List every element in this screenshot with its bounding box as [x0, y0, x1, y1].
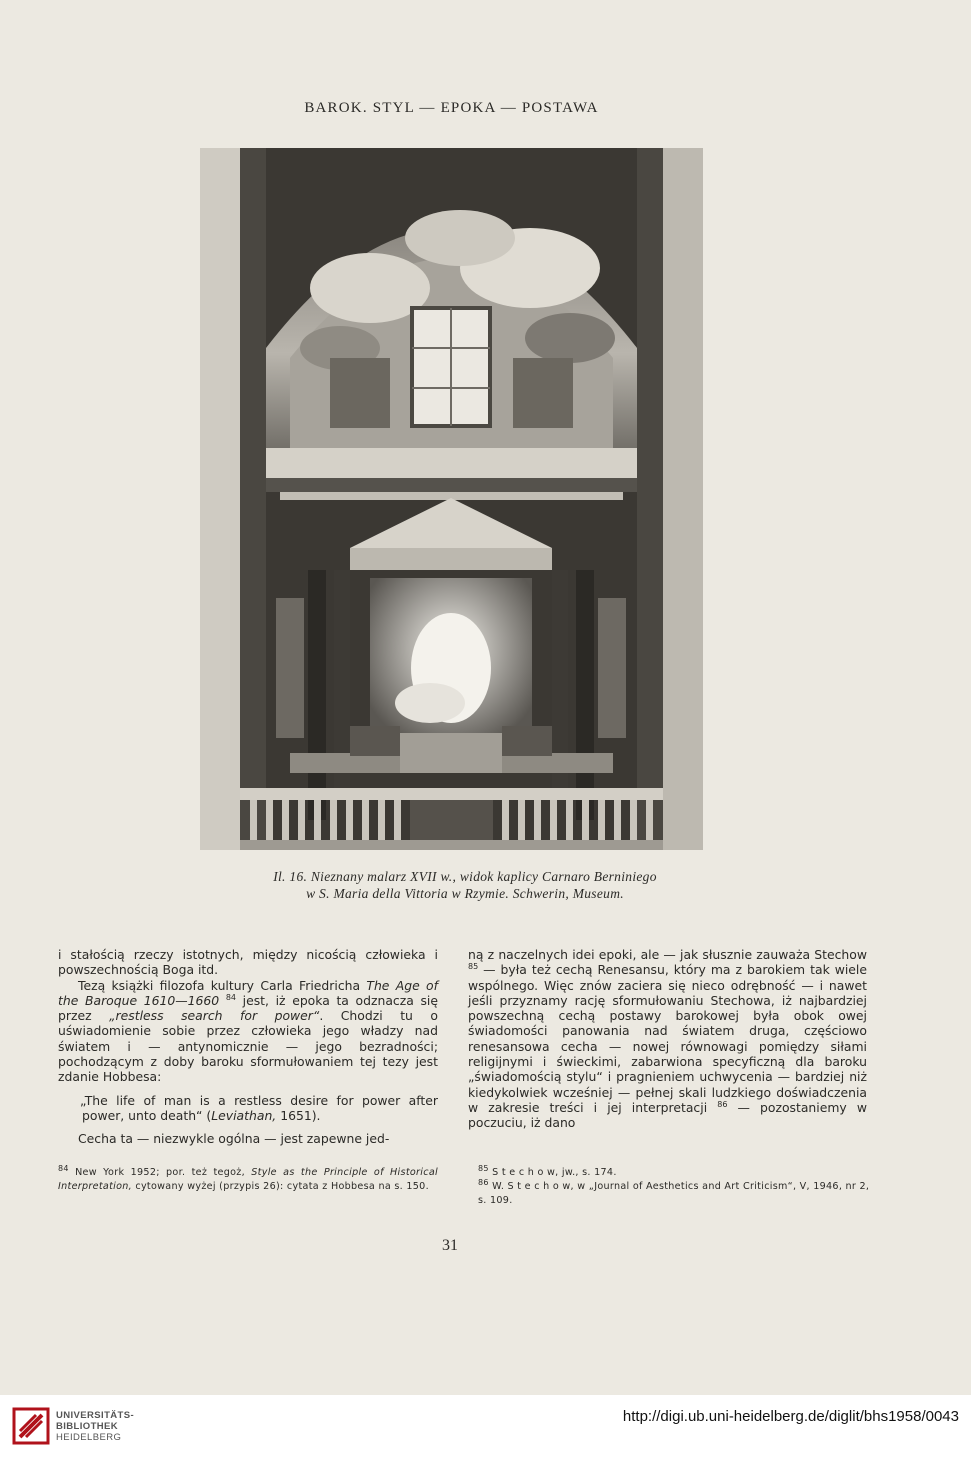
quote-source: Leviathan, [211, 1107, 277, 1123]
right-text-column [468, 947, 867, 1131]
footnote-85 [478, 1163, 870, 1180]
caption-line-1: Il. 16. Nieznany malarz XVII w., widok kaplicy Carnaro Berniniego [273, 869, 657, 884]
p4-text-a: ną z naczelnych idei epoki, ale — jak słusznie zauważa Stechow [468, 947, 867, 962]
fn86-text: W. S t e c h o w, w „Journal of Aesthetics and Art Criticism“, V, 1946, nr 2, s. 109. [478, 1181, 870, 1206]
fn85-text: S t e c h o w, jw., s. 174. [488, 1167, 617, 1178]
footnote-number-84: 84 [58, 1163, 69, 1173]
library-name [56, 1410, 134, 1443]
quote-text: „The life of man is a restless desire for power after power, unto death“ ( [80, 1092, 438, 1123]
footnote-number-85: 85 [478, 1163, 489, 1173]
p4-text-c: — pozostaniemy w poczuciu, iż dano [468, 1099, 867, 1131]
library-name-line-1: UNIVERSITÄTS- [56, 1410, 135, 1421]
p4-text-b: — była też cechą Renesansu, który ma z barokiem tak wiele wspólnego. Więc znów zaciera się nieco odrębność — i nawet jeśli przyznamy rację sformułowaniu Stechowa, iż najbardziej powszechną cechą postawy barokowej była obok owej świadomości panowania nad światem druga, częściowo renesansowa cecha — nowej równowagi pomiędzy siłami religijnymi i świeckimi, zabarwiona specyficzną dla baroku „świadomością stylu“ i pragnieniem uchwycenia — bardziej niż kiedykolwiek wcześniej — pełnej skali ludzkiego doświadczenia w zakresie treści i jej interpretacji [468, 962, 867, 1115]
paragraph-1: i stałością rzeczy istotnych, między nicością człowieka i powszechnością Boga itd. [58, 947, 438, 978]
footnote-86 [478, 1177, 870, 1208]
quote-year: 1651). [276, 1107, 321, 1123]
footnote-ref-84: 84 [225, 992, 237, 1002]
caption-line-2: w S. Maria della Vittoria w Rzymie. Schwerin, Museum. [306, 886, 624, 901]
left-text-column [58, 947, 438, 1147]
paragraph-3: Cecha ta — niezwykle ogólna — jest zapewne jed- [78, 1131, 390, 1147]
footnote-ref-86: 86 [717, 1099, 728, 1109]
book-title: The Age of the Baroque 1610—1660 [58, 977, 438, 1008]
p2-text-a: Tezą książki filozofa kultury Carla Friedricha [78, 977, 367, 993]
hobbes-quote [82, 1093, 438, 1124]
chapel-illustration [200, 148, 703, 850]
p2-text-c: . Chodzi tu o uświadomienie sobie przez człowieka jego władzy nad światem i — antynomicznie — jego bezradności; pochodzącym z doby baroku sformułowaniem tej tezy jest zdanie Hobbesa: [58, 1008, 439, 1085]
paragraph-4 [468, 947, 867, 1131]
p2-text-b: jest, iż epoka ta odznacza się przez [58, 992, 438, 1024]
library-footer [0, 1395, 971, 1465]
library-name-line-2: BIBLIOTHEK [56, 1421, 119, 1432]
fn84-title: Style as the Principle of Historical Interpretation, [58, 1167, 438, 1192]
page-number: 31 [442, 1237, 458, 1254]
footnote-number-86: 86 [478, 1177, 489, 1187]
footnote-ref-85: 85 [468, 962, 479, 972]
chapel-illustration-drawing [200, 148, 703, 850]
library-name-line-3: HEIDELBERG [56, 1432, 122, 1443]
figure-caption [170, 868, 760, 902]
paragraph-2 [58, 978, 438, 1085]
library-logo-icon [12, 1407, 50, 1445]
fn84-text-b: cytowany wyżej (przypis 26): cytata z Hobbesa na s. 150. [132, 1181, 429, 1192]
footnotes-85-86 [478, 1163, 870, 1208]
permalink-url[interactable]: http://digi.ub.uni-heidelberg.de/diglit/bhs1958/0043 [622, 1408, 959, 1425]
footnote-84 [58, 1163, 438, 1194]
running-head: BAROK. STYL — EPOKA — POSTAWA [304, 100, 599, 116]
fn84-text-a: New York 1952; por. też tegoż, [68, 1167, 252, 1178]
quoted-phrase: „restless search for power“ [109, 1008, 320, 1024]
